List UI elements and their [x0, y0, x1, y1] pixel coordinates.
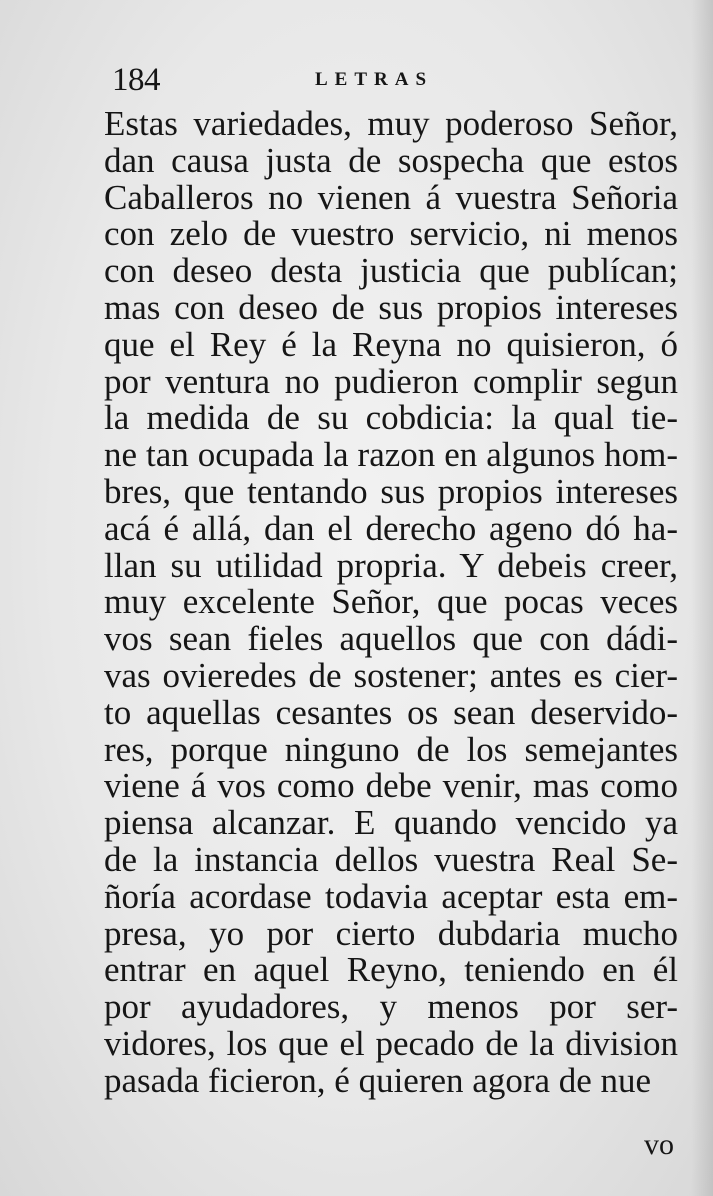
- text-line: mas con deseo de sus propios intereses: [104, 287, 678, 327]
- text-line: vidores, los que el pecado de la division: [104, 1023, 678, 1063]
- text-line: piensa alcanzar. E quando vencido ya: [104, 803, 678, 843]
- text-line: que el Rey é la Reyna no quisieron, ó: [104, 324, 678, 364]
- text-line: la medida de su cobdicia: la qual tie-: [104, 398, 678, 438]
- text-line: res, porque ninguno de los semejantes: [104, 729, 678, 769]
- catchword: vo: [644, 1128, 674, 1161]
- text-line: bres, que tentando sus propios intereses: [104, 471, 678, 511]
- text-line: viene á vos como debe venir, mas como: [104, 766, 678, 806]
- text-line: vas ovieredes de sostener; antes es cier-: [104, 655, 678, 695]
- text-line: Caballeros no vienen á vuestra Señoria: [104, 177, 678, 217]
- text-line: por ventura no pudieron complir segun: [104, 361, 678, 401]
- text-line: entrar en aquel Reyno, teniendo en él: [104, 950, 678, 990]
- text-line: por ayudadores, y menos por ser-: [104, 987, 678, 1027]
- page-number: 184: [112, 62, 160, 98]
- text-line: vos sean fieles aquellos que con dádi-: [104, 619, 678, 659]
- running-head: [112, 60, 472, 100]
- text-line: llan su utilidad propria. Y debeis creer,: [104, 545, 678, 585]
- text-line: dan causa justa de sospecha que estos: [104, 140, 678, 180]
- page-edge-shadow: [691, 0, 713, 1196]
- text-line: ñoría acordase todavia aceptar esta em-: [104, 876, 678, 916]
- text-line: muy excelente Señor, que pocas veces: [104, 582, 678, 622]
- text-line: acá é allá, dan el derecho ageno dó ha-: [104, 508, 678, 548]
- text-line: de la instancia dellos vuestra Real Se-: [104, 839, 678, 879]
- text-line: Estas variedades, muy poderoso Señor,: [104, 104, 678, 143]
- body-text: [104, 106, 678, 1100]
- text-line: con deseo desta justicia que publícan;: [104, 251, 678, 291]
- text-line: presa, yo por cierto dubdaria mucho: [104, 913, 678, 953]
- text-line: pasada ficieron, é quieren agora de nue: [104, 1060, 652, 1100]
- running-title: LETRAS: [315, 69, 434, 90]
- text-line: ne tan ocupada la razon en algunos hom-: [104, 435, 678, 475]
- text-line: to aquellas cesantes os sean deservido-: [104, 692, 678, 732]
- text-line: con zelo de vuestro servicio, ni menos: [104, 214, 678, 254]
